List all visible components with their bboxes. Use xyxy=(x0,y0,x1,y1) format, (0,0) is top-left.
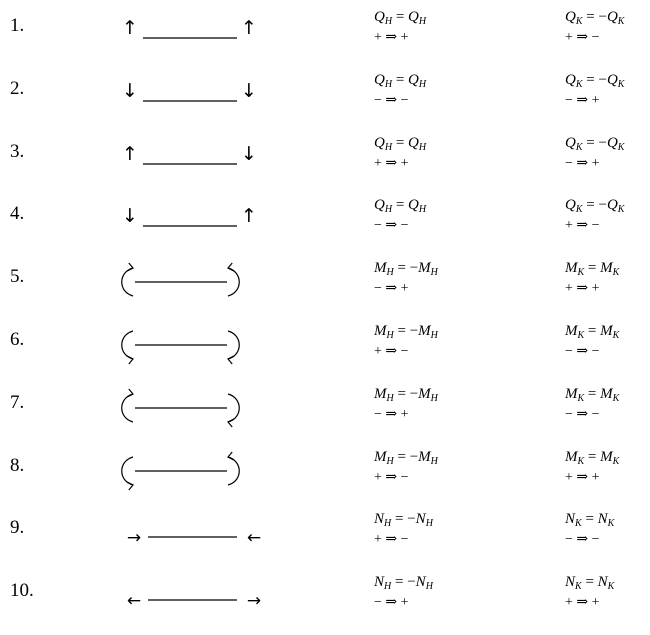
force-symbol: Q xyxy=(408,71,419,88)
sign-rule: + ⇒ + xyxy=(374,30,409,45)
node-subscript: H xyxy=(430,330,438,341)
force-symbol: Q xyxy=(606,71,618,88)
start-node-formula xyxy=(374,448,438,485)
case-number: 4. xyxy=(10,203,25,225)
load-diagram-svg xyxy=(115,71,270,121)
sign-rule: + ⇒ − xyxy=(374,469,409,485)
force-symbol: M xyxy=(600,448,613,465)
start-node-formula xyxy=(374,385,438,422)
force-symbol: Q xyxy=(606,197,618,214)
sign-rule: − ⇒ − xyxy=(565,406,600,422)
force-symbol: Q xyxy=(606,9,618,25)
node-subscript: H xyxy=(430,267,438,279)
node-subscript: H xyxy=(384,518,392,530)
right-arrow: → xyxy=(246,591,262,612)
load-diagram-svg xyxy=(115,510,270,560)
operator: = − xyxy=(582,197,607,214)
force-symbol: N xyxy=(415,511,426,528)
equation xyxy=(374,385,438,408)
operator: = xyxy=(584,260,601,277)
node-subscript: K xyxy=(612,392,620,404)
force-symbol: Q xyxy=(408,9,419,25)
left-arrow: ↓ xyxy=(122,79,138,102)
force-symbol: M xyxy=(565,323,578,339)
case-row xyxy=(0,71,650,133)
force-symbol: Q xyxy=(374,134,385,151)
equation xyxy=(565,8,624,31)
load-diagram xyxy=(115,196,270,246)
sign-rule: − ⇒ − xyxy=(374,218,409,234)
node-subscript: K xyxy=(575,78,583,90)
operator: = xyxy=(581,574,598,591)
load-diagram xyxy=(115,134,270,184)
node-subscript: H xyxy=(430,392,438,404)
sign-rule: − ⇒ + xyxy=(374,281,409,297)
force-symbol: Q xyxy=(408,134,419,151)
equation xyxy=(565,71,624,94)
case-number: 7. xyxy=(10,391,25,413)
left-arrow: ↓ xyxy=(122,205,138,228)
node-subscript: K xyxy=(577,392,585,404)
left-moment-arc xyxy=(122,457,133,485)
end-node-formula xyxy=(565,259,620,297)
node-subscript: K xyxy=(612,455,620,467)
end-node-formula xyxy=(565,322,620,359)
node-subscript: K xyxy=(617,16,625,27)
end-node-formula xyxy=(565,8,625,45)
force-symbol: N xyxy=(597,511,608,528)
left-arrow: ← xyxy=(126,591,142,612)
left-arrow: → xyxy=(126,528,142,549)
force-symbol: Q xyxy=(606,134,618,151)
node-subscript: H xyxy=(386,392,394,404)
case-number: 6. xyxy=(10,329,25,350)
operator: = xyxy=(392,71,409,88)
right-arrow: ← xyxy=(246,528,262,549)
end-node-formula xyxy=(565,385,620,422)
case-number: 8. xyxy=(10,454,25,476)
operator: = − xyxy=(582,71,607,88)
sign-rule: + ⇒ − xyxy=(565,30,600,45)
sign-rule: + ⇒ − xyxy=(374,532,409,548)
force-symbol: M xyxy=(374,323,387,339)
node-subscript: K xyxy=(617,141,625,153)
load-diagram xyxy=(115,385,270,435)
end-node-formula xyxy=(565,134,625,171)
node-subscript: K xyxy=(607,581,615,593)
node-subscript: H xyxy=(386,267,394,279)
load-diagram xyxy=(115,448,270,498)
operator: = − xyxy=(393,448,419,465)
load-diagram-svg xyxy=(115,385,270,435)
start-node-formula xyxy=(374,8,427,45)
operator: = − xyxy=(393,260,419,277)
force-symbol: M xyxy=(374,260,387,277)
right-moment-arc xyxy=(228,331,239,359)
right-arrow: ↓ xyxy=(241,79,257,102)
load-diagram-svg xyxy=(115,134,270,184)
node-subscript: H xyxy=(384,204,393,216)
equation xyxy=(565,259,619,282)
right-moment-arc xyxy=(228,394,239,422)
force-symbol: M xyxy=(565,260,578,277)
force-symbol: M xyxy=(374,448,387,465)
start-node-formula xyxy=(374,71,427,108)
force-symbol: Q xyxy=(374,197,385,214)
force-symbol: M xyxy=(600,323,613,339)
sign-rule: − ⇒ + xyxy=(565,155,600,171)
operator: = − xyxy=(582,134,607,151)
force-symbol: Q xyxy=(374,71,385,88)
case-number: 2. xyxy=(10,77,25,99)
end-node-formula xyxy=(565,573,615,611)
node-subscript: H xyxy=(386,455,394,467)
node-subscript: H xyxy=(384,581,392,593)
force-symbol: Q xyxy=(374,9,385,25)
sign-rule: + ⇒ + xyxy=(374,155,409,171)
sign-rule: − ⇒ + xyxy=(374,595,409,611)
case-row xyxy=(0,134,650,196)
load-diagram xyxy=(115,573,270,623)
equation xyxy=(565,322,619,345)
sign-rule: + ⇒ + xyxy=(565,469,600,485)
equation xyxy=(565,510,614,533)
start-node-formula xyxy=(374,196,427,234)
sign-rule: − ⇒ + xyxy=(374,406,409,422)
case-row xyxy=(0,322,650,384)
equation xyxy=(374,196,426,219)
equation xyxy=(565,134,624,157)
node-subscript: K xyxy=(575,581,582,593)
case-number: 5. xyxy=(10,266,25,288)
case-number: 3. xyxy=(10,140,25,162)
operator: = xyxy=(584,323,601,339)
force-symbol: N xyxy=(374,574,385,591)
operator: = xyxy=(392,134,409,151)
right-arrow: ↓ xyxy=(241,142,257,165)
right-moment-arc xyxy=(228,268,239,296)
node-subscript: K xyxy=(617,204,625,216)
force-symbol: Q xyxy=(565,197,576,214)
node-subscript: K xyxy=(575,204,583,216)
left-moment-arc xyxy=(122,394,133,422)
case-number: 9. xyxy=(10,517,25,539)
sign-rule: + ⇒ − xyxy=(374,344,409,359)
equation xyxy=(374,448,438,471)
force-symbol: M xyxy=(418,448,431,465)
right-moment-arc xyxy=(228,457,239,485)
operator: = − xyxy=(582,9,607,25)
equation xyxy=(374,8,426,31)
force-symbol: N xyxy=(374,511,385,528)
node-subscript: H xyxy=(384,141,393,153)
node-subscript: K xyxy=(575,518,582,530)
case-row xyxy=(0,385,650,447)
operator: = xyxy=(584,385,601,402)
operator: = xyxy=(392,197,409,214)
operator: = − xyxy=(393,323,419,339)
equation xyxy=(565,196,624,219)
load-diagram-svg xyxy=(115,196,270,246)
load-diagram-svg xyxy=(115,8,270,58)
case-number: 1. xyxy=(10,15,25,36)
node-subscript: H xyxy=(418,141,427,153)
node-subscript: K xyxy=(577,330,585,341)
case-row xyxy=(0,573,650,635)
node-subscript: K xyxy=(617,78,625,90)
force-symbol: M xyxy=(418,385,431,402)
left-arrow: ↑ xyxy=(122,17,138,39)
start-node-formula xyxy=(374,322,438,359)
equation xyxy=(565,448,619,471)
equation xyxy=(565,573,614,596)
sign-rule: − ⇒ + xyxy=(565,92,600,108)
node-subscript: H xyxy=(418,204,427,216)
case-row xyxy=(0,510,650,572)
load-diagram xyxy=(115,259,270,309)
sign-rule: + ⇒ + xyxy=(565,595,600,611)
force-symbol: M xyxy=(418,260,431,277)
node-subscript: H xyxy=(418,16,427,27)
sign-rule: + ⇒ − xyxy=(565,218,600,234)
end-node-formula xyxy=(565,71,625,108)
force-symbol: M xyxy=(565,448,578,465)
operator: = − xyxy=(391,511,416,528)
case-row xyxy=(0,259,650,321)
force-symbol: N xyxy=(415,574,426,591)
load-diagram xyxy=(115,71,270,121)
left-arrow: ↑ xyxy=(122,142,138,165)
node-subscript: K xyxy=(612,330,620,341)
case-row xyxy=(0,196,650,258)
node-subscript: H xyxy=(430,455,438,467)
start-node-formula xyxy=(374,510,433,548)
node-subscript: K xyxy=(607,518,615,530)
sign-rule: + ⇒ + xyxy=(565,281,600,297)
node-subscript: K xyxy=(575,16,583,27)
force-symbol: Q xyxy=(408,197,419,214)
load-diagram-svg xyxy=(115,322,270,372)
load-diagram-svg xyxy=(115,259,270,309)
load-diagram xyxy=(115,322,270,372)
node-subscript: K xyxy=(575,141,583,153)
node-subscript: H xyxy=(384,78,393,90)
right-arrow: ↑ xyxy=(241,17,257,39)
equation xyxy=(565,385,619,408)
equation xyxy=(374,259,438,282)
force-symbol: M xyxy=(374,385,387,402)
left-moment-arc xyxy=(122,331,133,359)
node-subscript: K xyxy=(612,267,620,279)
node-subscript: K xyxy=(577,455,585,467)
operator: = xyxy=(584,448,601,465)
start-node-formula xyxy=(374,573,433,611)
equation xyxy=(374,71,426,94)
equation xyxy=(374,134,426,157)
left-moment-arc xyxy=(122,268,133,296)
case-row xyxy=(0,448,650,510)
node-subscript: H xyxy=(386,330,394,341)
start-node-formula xyxy=(374,134,427,171)
operator: = xyxy=(392,9,409,25)
force-symbol: Q xyxy=(565,134,576,151)
node-subscript: K xyxy=(577,267,585,279)
operator: = xyxy=(581,511,598,528)
equation xyxy=(374,573,433,596)
node-subscript: H xyxy=(425,518,433,530)
load-diagram xyxy=(115,510,270,560)
load-diagram-svg xyxy=(115,448,270,498)
end-node-formula xyxy=(565,510,615,548)
start-node-formula xyxy=(374,259,438,297)
force-symbol: N xyxy=(565,574,576,591)
force-symbol: N xyxy=(597,574,608,591)
sign-rule: − ⇒ − xyxy=(565,344,600,359)
right-arrow: ↑ xyxy=(241,205,257,228)
equation xyxy=(374,322,438,345)
case-row xyxy=(0,8,650,70)
load-diagram xyxy=(115,8,270,58)
sign-rule: − ⇒ − xyxy=(565,532,600,548)
node-subscript: H xyxy=(418,78,427,90)
force-symbol: M xyxy=(418,323,431,339)
force-symbol: M xyxy=(565,385,578,402)
node-subscript: H xyxy=(425,581,433,593)
force-symbol: M xyxy=(600,260,613,277)
sign-rule: − ⇒ − xyxy=(374,92,409,108)
operator: = − xyxy=(393,385,419,402)
node-subscript: H xyxy=(384,16,393,27)
equation xyxy=(374,510,433,533)
force-symbol: M xyxy=(600,385,613,402)
force-symbol: Q xyxy=(565,71,576,88)
end-node-formula xyxy=(565,196,625,234)
operator: = − xyxy=(391,574,416,591)
case-number: 10. xyxy=(10,580,34,602)
force-symbol: Q xyxy=(565,9,576,25)
load-diagram-svg xyxy=(115,573,270,623)
force-symbol: N xyxy=(565,511,576,528)
end-node-formula xyxy=(565,448,620,485)
